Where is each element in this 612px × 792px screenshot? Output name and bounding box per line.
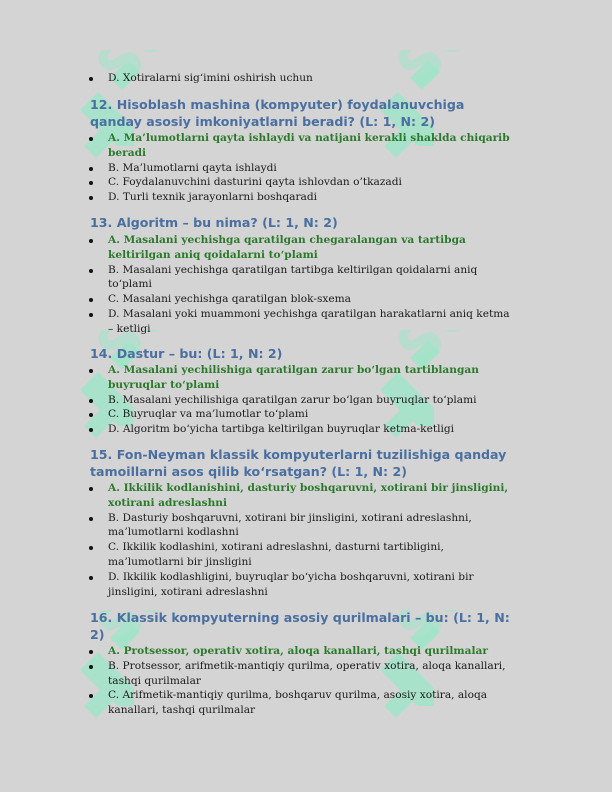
question-12-options [0,131,612,205]
option-d: D. Xotiralarni sig‘imini oshirish uchun [0,71,510,86]
option-b: B. Protsessor, arifmetik-mantiqiy qurilma, operativ xotira, aloqa kanallari, tashqi qurilmalar [0,659,510,689]
option-a-correct: A. Masalani yechishga qaratilgan chegaralangan va tartibga keltirilgan aniq qoidalarni to‘plami [0,233,510,263]
option-d: D. Turli texnik jarayonlarni boshqaradi [0,190,510,205]
question-14-title: 14. Dastur – bu: (L: 1, N: 2) [90,346,283,361]
option-d: D. Masalani yoki muammoni yechishga qaratilgan harakatlarni aniq ketma – ketligi [0,307,510,337]
option-list-previous [0,71,612,86]
option-a-correct: A. Ma’lumotlarni qayta ishlaydi va natijani kerakli shaklda chiqarib beradi [0,131,510,161]
question-16-title: 16. Klassik kompyuterning asosiy qurilmalari – bu: (L: 1, N: 2) [90,610,510,642]
option-c: C. Arifmetik-mantiqiy qurilma, boshqaruv qurilma, asosiy xotira, aloqa kanallari, tashqi qurilmalar [0,688,510,718]
question-13-title: 13. Algoritm – bu nima? (L: 1, N: 2) [90,215,338,230]
option-b: B. Dasturiy boshqaruvni, xotirani bir jinsligini, xotirani adreslashni, ma’lumotlarni kodlashni [0,511,510,541]
question-16-options [0,644,612,718]
option-b: B. Masalani yechilishiga qaratilgan zarur bo‘lgan buyruqlar to‘plami [0,393,510,408]
question-12-title: 12. Hisoblash mashina (kompyuter) foydalanuvchiga qanday asosiy imkoniyatlarni beradi? (L: 1, N: 2) [90,97,465,129]
option-c: C. Masalani yechishga qaratilgan blok-sxema [0,292,510,307]
option-d: D. Ikkilik kodlashligini, buyruqlar bo‘yicha boshqaruvni, xotirani bir jinsligini, xotirani adreslashni [0,570,510,600]
option-a-correct: A. Protsessor, operativ xotira, aloqa kanallari, tashqi qurilmalar [0,644,510,659]
question-13-options [0,233,612,337]
question-14-options [0,363,612,437]
question-15-title: 15. Fon-Neyman klassik kompyuterlarni tuzilishiga qanday tamoillarni asos qilib ko‘rsatgan? (L: 1, N: 2) [90,447,507,479]
option-b: B. Masalani yechishga qaratilgan tartibga keltirilgan qoidalarni aniq to‘plami [0,263,510,293]
option-d: D. Algoritm bo‘yicha tartibga keltirilgan buyruqlar ketma-ketligi [0,422,510,437]
option-c: C. Buyruqlar va ma’lumotlar to‘plami [0,407,510,422]
option-a-correct: A. Masalani yechilishiga qaratilgan zarur bo‘lgan tartiblangan buyruqlar to‘plami [0,363,510,393]
option-a-correct: A. Ikkilik kodlanishini, dasturiy boshqaruvni, xotirani bir jinsligini, xotirani adreslashni [0,481,510,511]
option-b: B. Ma’lumotlarni qayta ishlaydi [0,161,510,176]
option-c: C. Ikkilik kodlashini, xotirani adreslashni, dasturni tartibligini, ma’lumotlarni bir jinsligini [0,540,510,570]
option-c: C. Foydalanuvchini dasturini qayta ishlovdan o’tkazadi [0,175,510,190]
question-15-options [0,481,612,599]
